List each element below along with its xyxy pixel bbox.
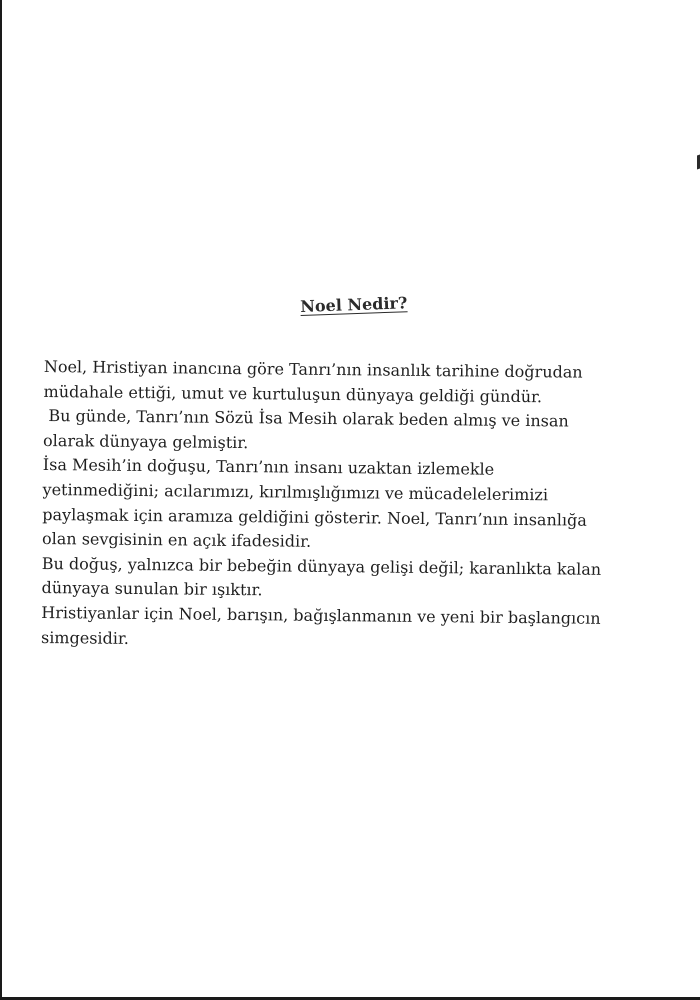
body-line: olan sevgisinin en açık ifadesidir.	[41, 529, 312, 551]
page-left-edge	[0, 0, 2, 1000]
body-line: dünyaya sunulan bir ışıktır.	[41, 578, 263, 600]
body-line: Hristiyanlar için Noel, barışın, bağışlanmanın ve yeni bir başlangıcın	[41, 602, 601, 628]
body-line: İsa Mesih’in doğuşu, Tanrı’nın insanı uzaktan izlemekle	[42, 455, 495, 480]
body-line: olarak dünyaya gelmiştir.	[43, 430, 249, 452]
body-line: Bu doğuş, yalnızca bir bebeğin dünyaya gelişi değil; karanlıkta kalan	[41, 553, 602, 579]
body-line: simgesidir.	[40, 627, 130, 648]
body-line: Noel, Hristiyan inancına göre Tanrı’nın insanlık tarihine doğrudan	[43, 356, 583, 382]
document-body	[41, 355, 644, 656]
body-line: müdahale ettiği, umut ve kurtuluşun dünyaya geldiği gündür.	[43, 381, 543, 406]
body-line: yetinmediğini; acılarımızı, kırılmışlığımızı ve mücadelelerimizi	[42, 479, 549, 505]
document-title: Noel Nedir?	[300, 293, 408, 316]
body-line: paylaşmak için aramıza geldiğini gösterir. Noel, Tanrı’nın insanlığa	[42, 504, 587, 530]
body-line: Bu günde, Tanrı’nın Sözü İsa Mesih olarak beden almış ve insan	[43, 406, 569, 431]
